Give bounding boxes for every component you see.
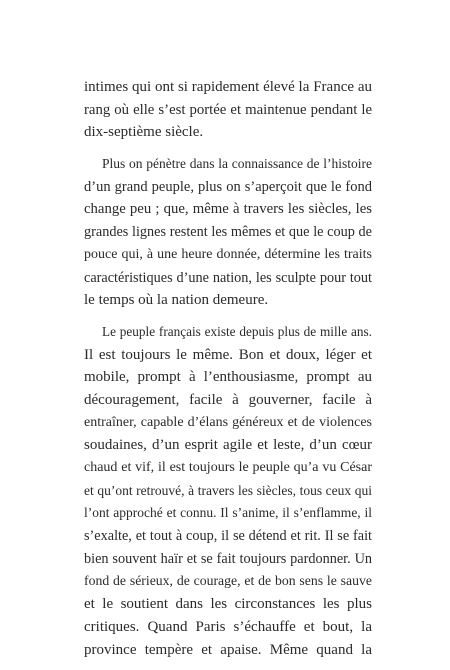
- text-line: l’ont approché et connu. Il s’anime, il s’enflamme, il: [84, 505, 372, 521]
- text-line: intimes qui ont si rapidement élevé la France au: [84, 79, 372, 95]
- text-line: bien souvent haïr et se fait toujours pardonner. Un: [84, 550, 372, 567]
- text-line: et le soutient dans les circonstances les plus: [84, 596, 372, 613]
- text-line: entraîner, capable d’élans généreux et de violences: [84, 414, 372, 430]
- paragraph: [84, 76, 372, 144]
- paragraph: [84, 153, 372, 312]
- text-line: découragement, facile à gouverner, facile à: [84, 391, 372, 408]
- text-line: s’exalte, et tout à coup, il se détend et rit. Il se fait: [84, 528, 372, 545]
- text-line: mobile, prompt à l’enthousiasme, prompt au: [84, 369, 372, 386]
- text-line: caractéristiques d’une nation, les sculpte pour tout: [84, 269, 372, 286]
- text-line: grandes lignes restent les mêmes et que le coup de: [84, 224, 372, 241]
- text-line: province tempère et apaise. Même quand la: [84, 641, 372, 658]
- text-line: le temps où la nation demeure.: [84, 292, 269, 309]
- text-line: critiques. Quand Paris s’échauffe et bout, la: [84, 618, 372, 635]
- text-line: soudaines, d’un esprit agile et leste, d’un cœur: [84, 437, 372, 454]
- text-line: pouce qui, à une heure donnée, détermine les traits: [84, 246, 372, 262]
- body-text: [84, 76, 372, 670]
- text-line: d’un grand peuple, plus on s’aperçoit que le fond: [84, 178, 372, 195]
- text-line: Plus on pénètre dans la connaissance de l’histoire: [102, 156, 372, 172]
- text-line: change peu ; que, même à travers les siècles, les: [84, 201, 372, 218]
- text-line: fond de sérieux, de courage, et de bon sens le sauve: [84, 573, 372, 589]
- text-line: chaud et vif, il est toujours le peuple qu’a vu César: [84, 460, 372, 475]
- text-line: rang où elle s’est portée et maintenue pendant le: [84, 101, 372, 118]
- text-line: dix-septième siècle.: [84, 124, 204, 141]
- text-line: et qu’ont retrouvé, à travers les siècles, tous ceux qui: [84, 482, 372, 498]
- text-line: Le peuple français existe depuis plus de mille ans.: [102, 323, 372, 339]
- paragraph: [84, 321, 372, 661]
- text-line: Il est toujours le même. Bon et doux, léger et: [84, 346, 372, 363]
